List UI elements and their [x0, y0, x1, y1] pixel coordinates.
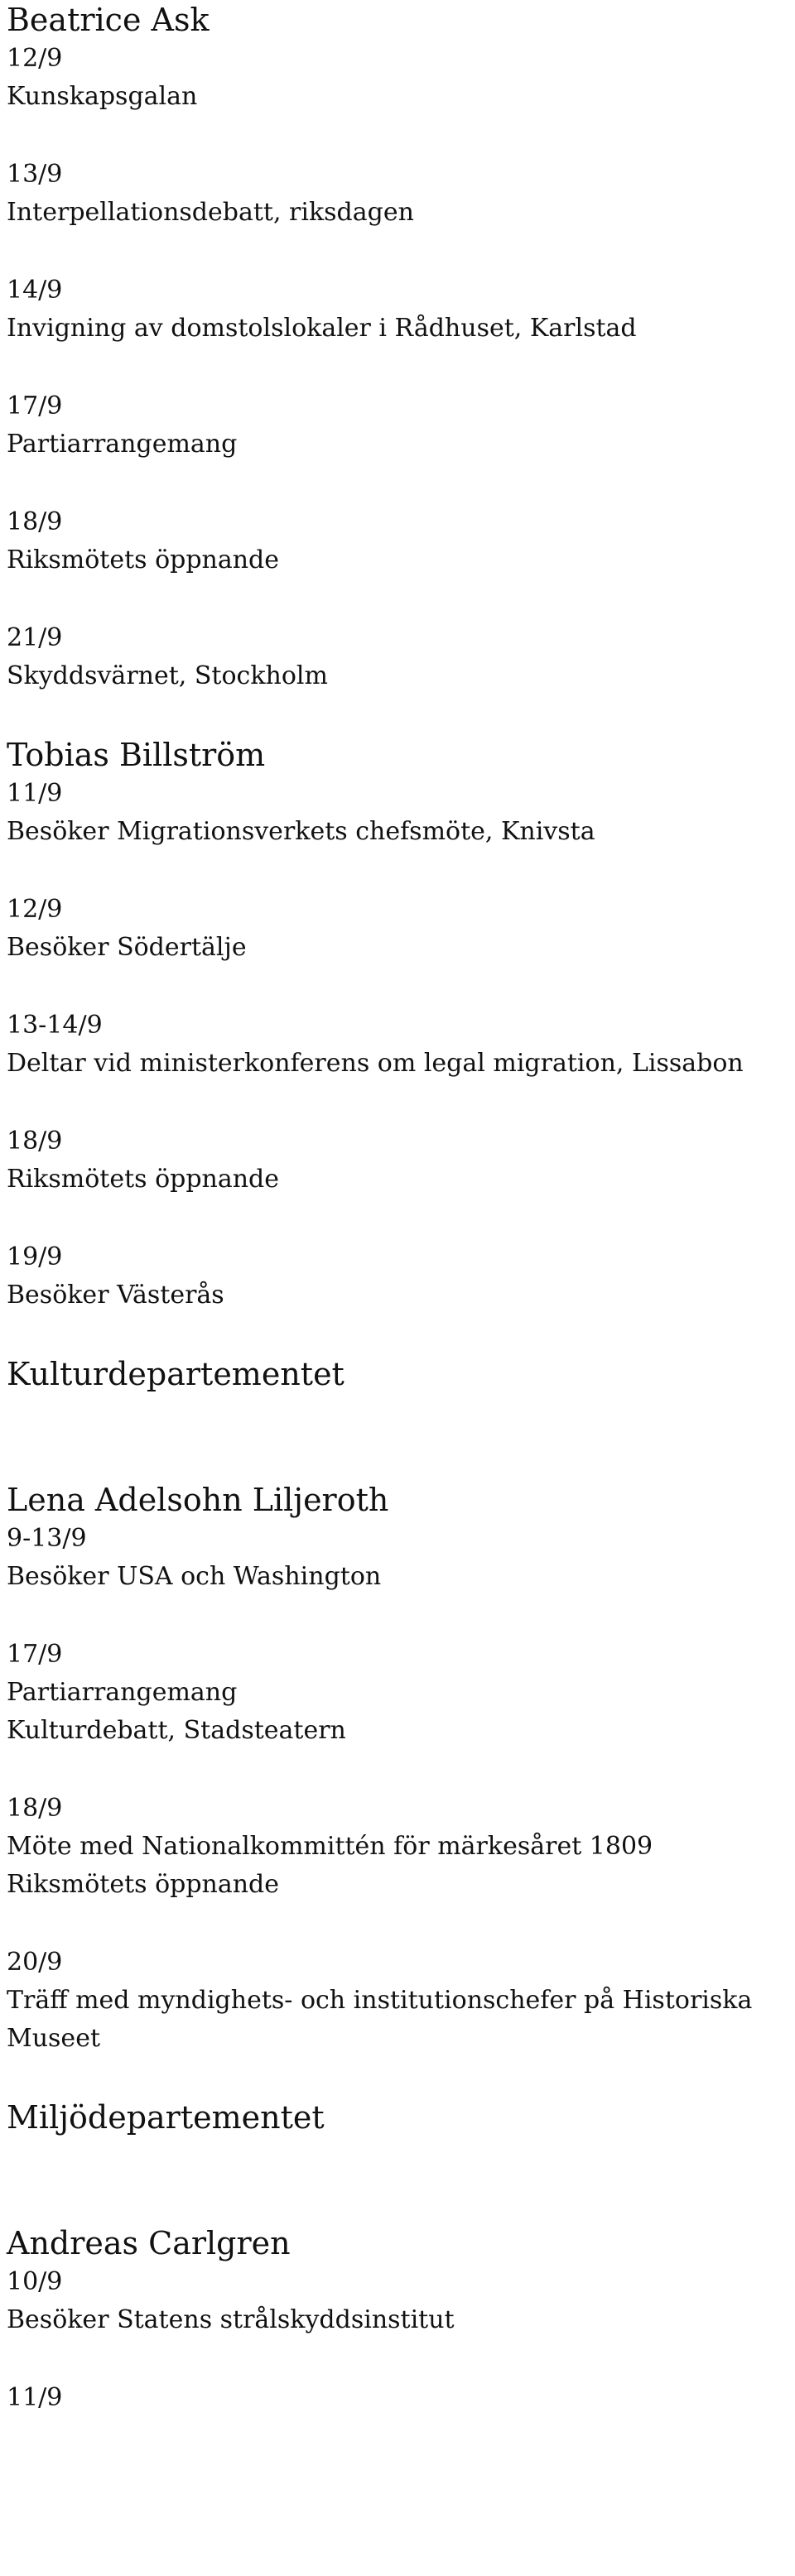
entry-description: Partiarrangemang [7, 430, 238, 459]
entry-description: Invigning av domstolslokaler i Rådhuset, Karlstad [7, 314, 637, 343]
department-section [7, 1354, 788, 2058]
minister-block [7, 735, 788, 1314]
entry-description: Kulturdebatt, Stadsteatern [7, 1716, 346, 1745]
entry-description: Interpellationsdebatt, riksdagen [7, 198, 414, 227]
entry-date: 11/9 [7, 2383, 63, 2412]
entry-description: Träff med myndighets- och institutionschefer på Historiska Museet [7, 1986, 753, 2053]
calendar-entry [7, 503, 788, 579]
entry-description: Besöker Västerås [7, 1281, 224, 1310]
calendar-document [7, 0, 788, 2457]
entry-description: Riksmötets öppnande [7, 1870, 280, 1899]
entry-date: 12/9 [7, 895, 63, 924]
entry-description: Besöker Södertälje [7, 933, 247, 962]
entry-description: Kunskapsgalan [7, 82, 198, 111]
entry-date: 20/9 [7, 1948, 63, 1977]
calendar-entry [7, 1238, 788, 1314]
calendar-entry [7, 1790, 788, 1904]
department-section [7, 2098, 788, 2417]
entry-date: 14/9 [7, 276, 63, 305]
calendar-entry [7, 272, 788, 348]
entry-date: 18/9 [7, 507, 63, 536]
entry-description: Partiarrangemang [7, 1678, 238, 1707]
calendar-entry [7, 1007, 788, 1083]
entry-date: 13-14/9 [7, 1011, 103, 1040]
entry-date: 10/9 [7, 2267, 63, 2296]
calendar-entry [7, 1520, 788, 1596]
entry-date: 11/9 [7, 779, 63, 808]
calendar-entry [7, 775, 788, 851]
department-heading: Miljödepartementet [7, 2099, 325, 2136]
entry-description: Deltar vid ministerkonferens om legal migration, Lissabon [7, 1049, 744, 1078]
entry-date: 19/9 [7, 1242, 63, 1271]
entry-description: Besöker Statens strålskyddsinstitut [7, 2305, 455, 2334]
minister-name: Beatrice Ask [7, 2, 210, 38]
entry-date: 17/9 [7, 1640, 63, 1669]
minister-name: Andreas Carlgren [7, 2225, 291, 2261]
entry-date: 18/9 [7, 1794, 63, 1823]
entry-description: Riksmötets öppnande [7, 1165, 280, 1194]
entry-date: 13/9 [7, 160, 63, 189]
calendar-entry [7, 2379, 788, 2417]
entry-date: 9-13/9 [7, 1524, 87, 1553]
entry-description: Skyddsvärnet, Stockholm [7, 661, 328, 690]
entry-date: 12/9 [7, 44, 63, 73]
calendar-entry [7, 1122, 788, 1199]
minister-name: Lena Adelsohn Liljeroth [7, 1482, 389, 1518]
calendar-entry [7, 891, 788, 967]
entry-date: 21/9 [7, 623, 63, 652]
department-section [7, 0, 788, 1314]
calendar-entry [7, 619, 788, 695]
calendar-entry [7, 2263, 788, 2339]
minister-name: Tobias Billström [7, 737, 266, 773]
minister-block [7, 1480, 788, 2058]
calendar-entry [7, 40, 788, 116]
entry-description: Riksmötets öppnande [7, 545, 280, 574]
department-heading: Kulturdepartementet [7, 1356, 344, 1392]
minister-block [7, 2223, 788, 2417]
minister-block [7, 0, 788, 695]
entry-description: Möte med Nationalkommittén för märkesåret 1809 [7, 1832, 653, 1861]
entry-description: Besöker USA och Washington [7, 1562, 382, 1591]
calendar-entry [7, 1944, 788, 2058]
calendar-entry [7, 387, 788, 464]
entry-date: 17/9 [7, 392, 63, 421]
calendar-entry [7, 156, 788, 232]
calendar-entry [7, 1636, 788, 1750]
entry-description: Besöker Migrationsverkets chefsmöte, Knivsta [7, 817, 595, 846]
entry-date: 18/9 [7, 1127, 63, 1156]
